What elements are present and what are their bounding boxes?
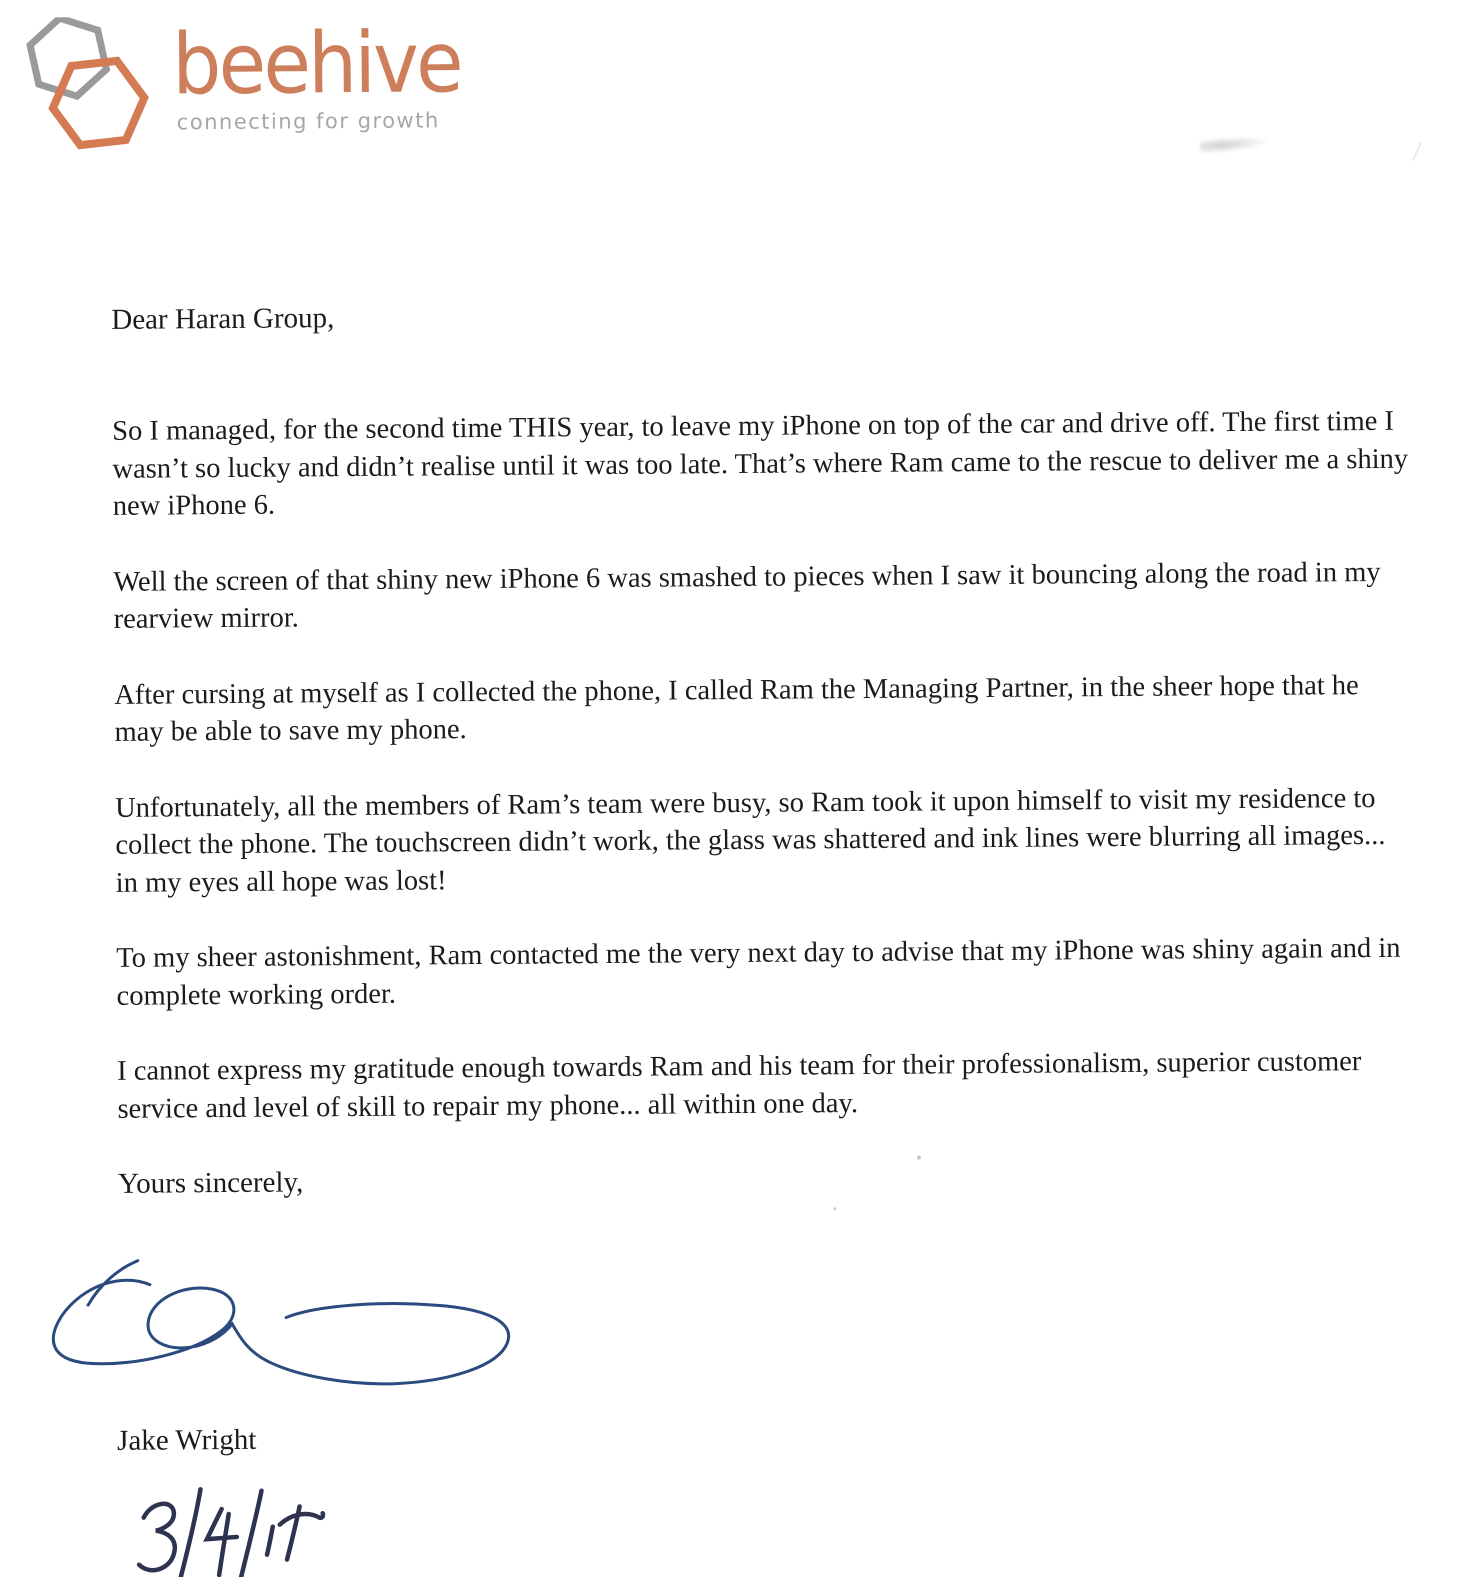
scan-scratch [1400,136,1422,160]
signature-image [42,1254,543,1408]
brand-name: beehive [171,13,462,114]
brand-block [172,14,487,134]
letter-paragraph: Well the screen of that shiny new iPhone 6 was smashed to pieces when I saw it bouncing along the road in my rearview mirror. [113,556,1381,635]
letter-paragraph: Unfortunately, all the members of Ram’s team were busy, so Ram took it upon himself to visit my residence to collect the phone. The touchscreen didn’t work, the glass was shattered and ink lines were blurring all images... in my eyes all hope was lost! [115,782,1386,899]
signer-name: Jake Wright [116,1423,257,1457]
letterhead [20,14,487,160]
letter-paragraph: I cannot express my gratitude enough towards Ram and his team for their professionalism, superior customer service and level of skill to repair my phone... all within one day. [117,1046,1362,1125]
scan-speck [833,1207,836,1210]
letter-body [111,292,1414,1203]
scan-smudge [1199,133,1270,154]
salutation: Dear Haran Group, [111,302,335,336]
letter-paragraph: So I managed, for the second time THIS year, to leave my iPhone on top of the car and drive off. The first time I wasn’t so lucky and didn’t realise until it was too late. That’s where Ram came to the rescue to deliver me a shiny new iPhone 6. [112,405,1409,522]
brand-tagline: connecting for growth [176,108,440,135]
handwritten-date [127,1486,328,1577]
letter-paragraph: After cursing at myself as I collected the phone, I called Ram the Managing Partner, in the sheer hope that he may be able to save my phone. [114,669,1359,748]
letter-paragraph: To my sheer astonishment, Ram contacted me the very next day to advise that my iPhone was shiny again and in complete working order. [116,932,1401,1012]
beehive-logo-icon [20,16,171,159]
closing: Yours sincerely, [117,1166,304,1200]
